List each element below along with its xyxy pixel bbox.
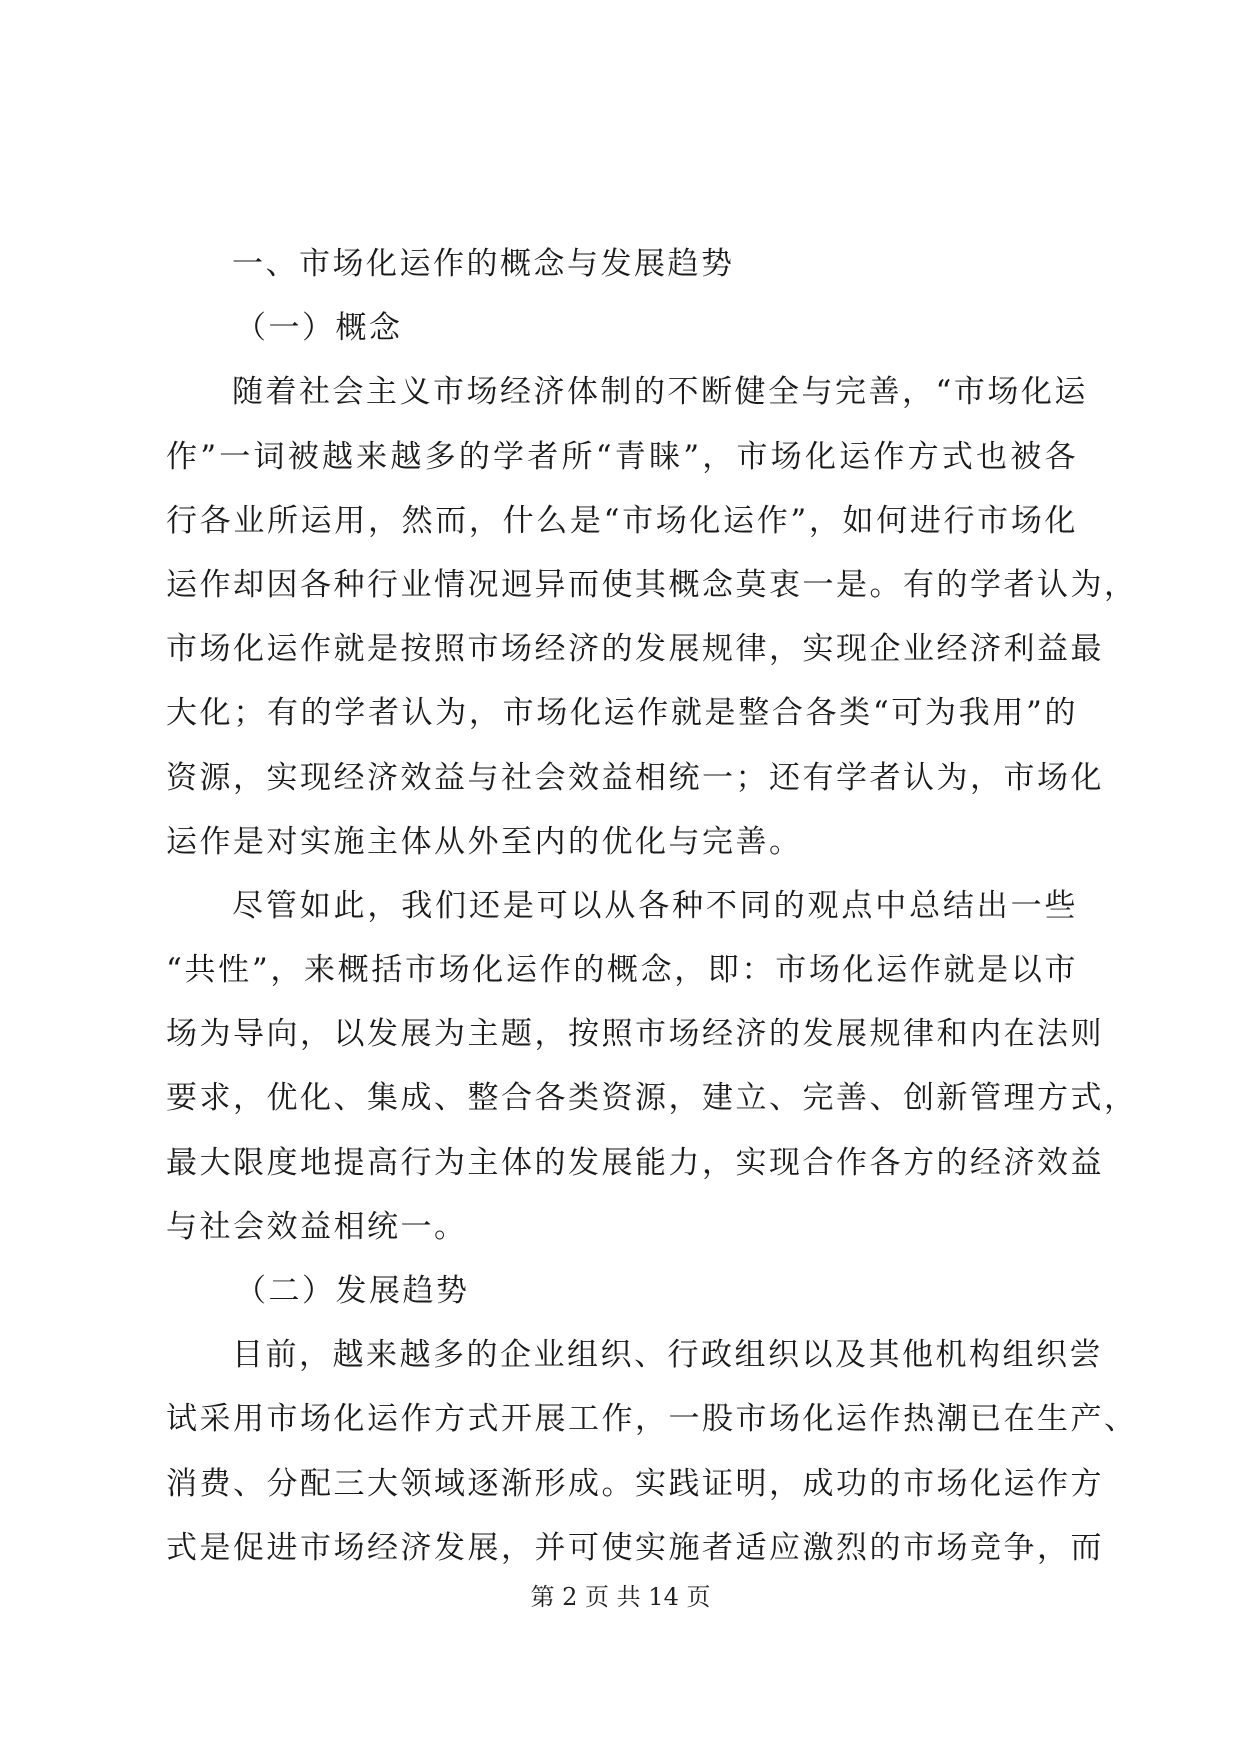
paragraph-line: 市场化运作就是按照市场经济的发展规律，实现企业经济利益最 (166, 631, 1104, 668)
paragraph-line: 随着社会主义市场经济体制的不断健全与完善，“市场化运 (232, 374, 1088, 411)
subsection-heading: （二）发展趋势 (235, 1273, 470, 1309)
subsection-heading: （一）概念 (235, 310, 403, 347)
paragraph-line: 场为导向，以发展为主题，按照市场经济的发展规律和内在法则 (166, 1016, 1104, 1053)
paragraph-line: 要求，优化、集成、整合各类资源，建立、完善、创新管理方式， (166, 1080, 1138, 1117)
paragraph-line: 尽管如此，我们还是可以从各种不同的观点中总结出一些 (232, 887, 1078, 924)
paragraph-line: 作”一词被越来越多的学者所“青睐”，市场化运作方式也被各 (166, 438, 1078, 475)
paragraph-line: 目前，越来越多的企业组织、行政组织以及其他机构组织尝 (232, 1337, 1103, 1374)
paragraph-line: 资源，实现经济效益与社会效益相统一；还有学者认为，市场化 (166, 759, 1104, 796)
paragraph-line: 消费、分配三大领域逐渐形成。实践证明，成功的市场化运作方 (166, 1465, 1104, 1502)
paragraph-line: 行各业所运用，然而，什么是“市场化运作”，如何进行市场化 (166, 502, 1078, 539)
paragraph-line: 与社会效益相统一。 (166, 1208, 468, 1245)
page-footer: 第 2 页 共 14 页 (530, 1583, 711, 1611)
document-body (166, 232, 1138, 1580)
paragraph-line: “共性”，来概括市场化运作的概念，即：市场化运作就是以市 (166, 952, 1078, 989)
paragraph-line: 最大限度地提高行为主体的发展能力，实现合作各方的经济效益 (166, 1144, 1104, 1181)
paragraph-line: 试采用市场化运作方式开展工作，一股市场化运作热潮已在生产、 (166, 1401, 1138, 1438)
paragraph-line: 运作却因各种行业情况迥异而使其概念莫衷一是。有的学者认为， (166, 566, 1138, 603)
paragraph-line: 运作是对实施主体从外至内的优化与完善。 (166, 823, 803, 860)
paragraph-line: 式是促进市场经济发展，并可使实施者适应激烈的市场竞争，而 (166, 1529, 1104, 1566)
paragraph-line: 大化；有的学者认为，市场化运作就是整合各类“可为我用”的 (166, 695, 1078, 732)
section-heading: 一、市场化运作的概念与发展趋势 (232, 246, 735, 282)
